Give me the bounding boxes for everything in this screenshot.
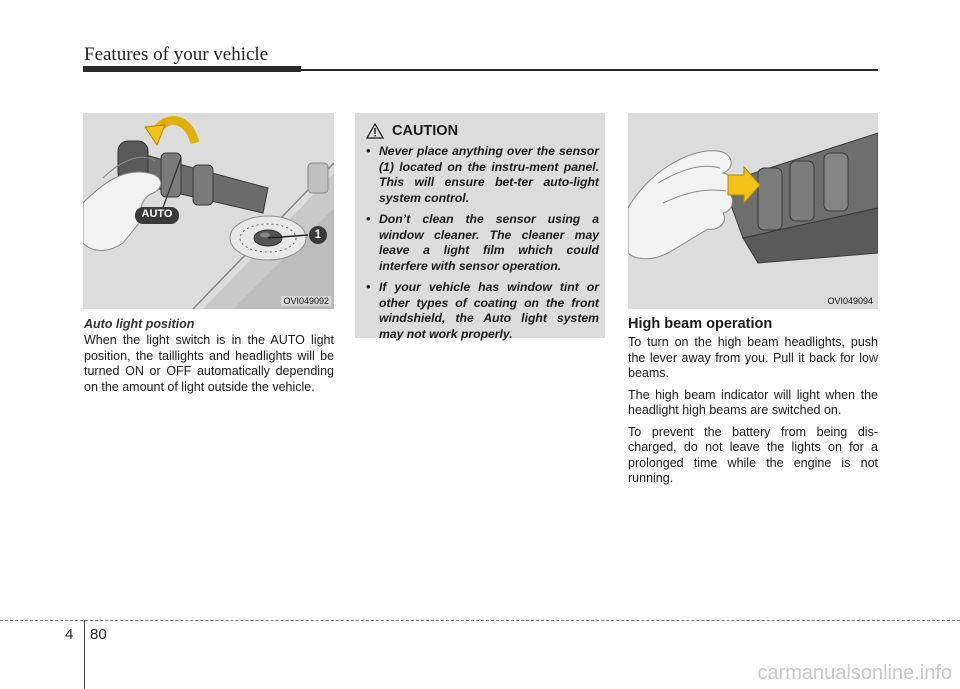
header-rule-thick [83, 66, 301, 72]
paragraph: To turn on the high beam headlights, push the lever away from you. Pull it back for low beams. [628, 335, 878, 380]
footer-rule [0, 620, 960, 621]
auto-light-description: When the light switch is in the AUTO light position, the taillights and headlights will be turned ON or OFF automatically depending on the amount of light outside the vehicle. [84, 333, 334, 394]
caution-list [366, 144, 599, 348]
high-beam-description [628, 335, 878, 493]
auto-light-figure [83, 113, 334, 309]
header-rule-thin [301, 69, 878, 71]
paragraph: To prevent the battery from being dis-charged, do not leave the lights on for a prolonged time while the engine is not running. [628, 424, 878, 485]
warning-triangle-icon [366, 123, 384, 139]
caution-title: CAUTION [392, 123, 459, 139]
watermark: carmanualsonline.info [757, 662, 952, 684]
caution-box [355, 113, 605, 341]
figure-code-right: OVI049094 [827, 296, 873, 306]
chapter-number: 4 [65, 626, 74, 643]
caution-header [366, 123, 458, 139]
figure-caption: Auto light position [84, 317, 195, 331]
high-beam-heading: High beam operation [628, 316, 773, 332]
header-title: Features of your vehicle [84, 44, 269, 65]
high-beam-figure [628, 113, 878, 309]
auto-badge-label: AUTO [141, 208, 173, 220]
page-number: 80 [90, 626, 107, 643]
callout-number-1: 1 [314, 227, 322, 241]
high-beam-illustration [628, 113, 878, 309]
footer-divider [84, 620, 85, 689]
auto-light-illustration [83, 113, 334, 309]
caution-item: • Never place anything over the sensor (1) located on the instru-ment panel. This will ensure bet-ter auto-light system control. [366, 144, 599, 205]
figure-code-left: OVI049092 [283, 296, 329, 306]
caution-item: • Don’t clean the sensor using a window cleaner. The cleaner may leave a light film which could interfere with sensor operation. [366, 212, 599, 273]
paragraph: The high beam indicator will light when the headlight high beams are switched on. [628, 387, 878, 417]
caution-item: • If your vehicle has window tint or other types of coating on the front windshield, the Auto light system may not work properly. [366, 280, 599, 341]
